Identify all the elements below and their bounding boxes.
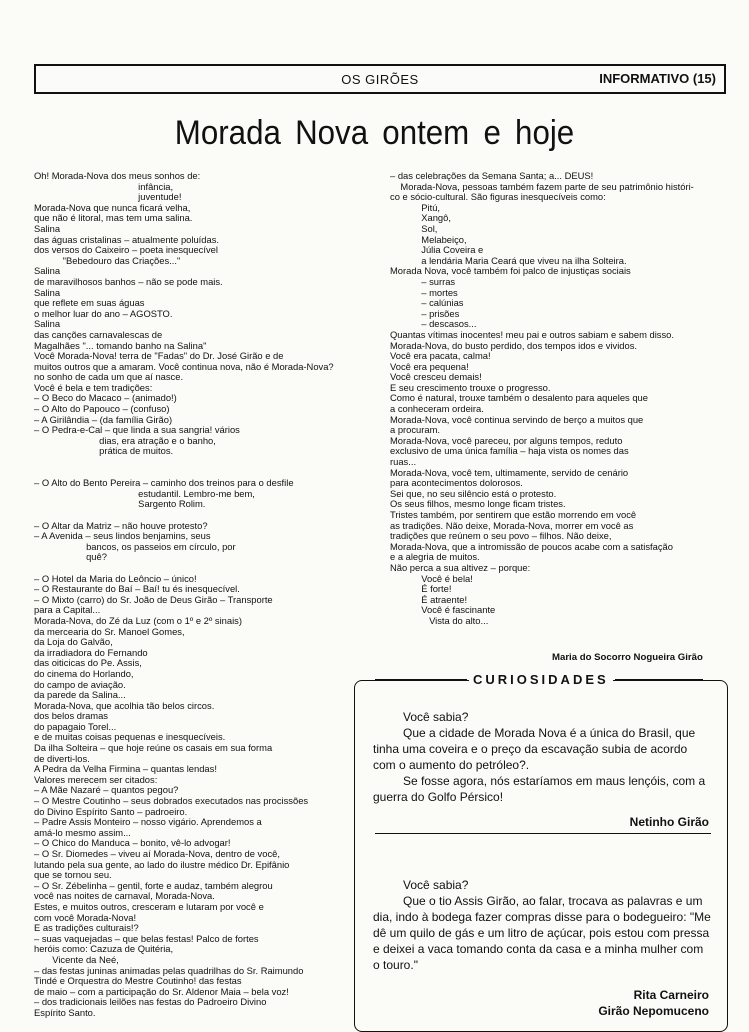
article-line: – O Alto do Papouco – (confuso) xyxy=(34,403,170,415)
article-line: Oh! Morada-Nova dos meus sonhos de: xyxy=(34,170,201,181)
article-line: – calúnias xyxy=(390,297,464,309)
article-line: Você Morada-Nova! terra de "Fadas" do Dr. José Girão e de xyxy=(34,350,284,362)
curiosidades-title: CURIOSIDADES xyxy=(469,672,613,687)
article-line: Salina xyxy=(34,265,61,277)
article-line: – A Mãe Nazaré – quantos pegou? xyxy=(34,784,179,796)
article-line: a lendária Maria Ceará que viveu na ilha Solteira. xyxy=(390,254,627,266)
curiosidade-1 xyxy=(373,709,711,805)
article-line xyxy=(34,510,364,521)
article-line: você nas noites de carnaval, Morada-Nova. xyxy=(34,890,215,902)
article-line: Sargento Rolim. xyxy=(34,498,206,510)
article-line: das águas cristalinas – atualmente poluídas. xyxy=(34,233,220,245)
article-line: de maio – com a participação do Sr. Aldenor Maia – bela voz! xyxy=(34,985,289,997)
curiosidade-1-comment: Se fosse agora, nós estaríamos em maus lençóis, com a guerra do Golfo Pérsico! xyxy=(373,774,706,804)
article-line: – surras xyxy=(390,275,456,287)
article-line: – das festas juninas animadas pelas quadrilhas do Sr. Raimundo xyxy=(34,964,304,976)
article-line: Xangô, xyxy=(390,212,451,224)
article-line: de diverti-los. xyxy=(34,752,90,764)
article-line: – O Mixto (carro) do Sr. João de Deus Girão – Transporte xyxy=(34,593,273,605)
article-line: Pitú, xyxy=(390,201,441,213)
article-line: Morada-Nova, pessoas também fazem parte de seu patrimônio históri- xyxy=(390,180,694,192)
article-line: – mortes xyxy=(390,286,458,298)
article-line: bancos, os passeios em círculo, por xyxy=(34,540,236,552)
article-line: É forte! xyxy=(390,583,452,595)
article-line: Morada-Nova, do Zé da Luz (com o 1º e 2º sinais) xyxy=(34,614,242,626)
article-column-left xyxy=(34,171,364,1019)
curiosidade-1-question: Você sabia? xyxy=(403,710,469,724)
curiosidade-1-author: Netinho Girão xyxy=(629,815,709,829)
article-line: e a alegria de muitos. xyxy=(390,551,480,563)
article-line: – A Avenida – seus lindos benjamins, seus xyxy=(34,530,211,542)
article-line: Os seus filhos, mesmo longe ficam tristes. xyxy=(390,498,566,510)
article-line: do campo de aviação. xyxy=(34,678,126,690)
article-line: co e sócio-cultural. São figuras inesquecíveis como: xyxy=(390,191,606,203)
article-line: Espírito Santo. xyxy=(34,1006,96,1018)
article-line: juventude! xyxy=(34,191,182,203)
article-line: Como é natural, trouxe também o desalento para aqueles que xyxy=(390,392,648,404)
article-line: Morada-Nova, que a intromissão de poucos acabe com a satisfação xyxy=(390,540,673,552)
article-line: que não é litoral, mas tem uma salina. xyxy=(34,212,193,224)
article-line: heróis como: Cazuza de Quitéria, xyxy=(34,943,174,955)
article-line: Tindé e Orquestra do Mestre Coutinho! das festas xyxy=(34,975,242,987)
curiosidade-2-author-2: Girão Nepomuceno xyxy=(598,1004,709,1018)
article-line: estudantil. Lembro-me bem, xyxy=(34,487,255,499)
article-line: Você é bela! xyxy=(390,572,473,584)
article-line: Morada-Nova, você pareceu, por alguns tempos, reduto xyxy=(390,434,623,446)
article-line: Você é fascinante xyxy=(390,604,496,616)
curiosidade-2-text: Que o tio Assis Girão, ao falar, trocava as palavras e um dia, indo à bodega fazer compras disse para o bodegueiro: "Me dê um quilo de gás e um litro de açúcar, pois estou com pressa e deixei a vaca tomando conta da casa e a minha mulher com o touro." xyxy=(373,894,711,972)
article-line: da mercearia do Sr. Manoel Gomes, xyxy=(34,625,185,637)
article-line: Salina xyxy=(34,286,61,298)
article-line: para a Capital... xyxy=(34,604,101,616)
article-line: Júlia Coveira e xyxy=(390,244,484,256)
article-line: muitos outros que a amaram. Você continua nova, não é Morada-Nova? xyxy=(34,360,334,372)
article-line: – A Girilândia – (da família Girão) xyxy=(34,413,173,425)
article-line: Sol, xyxy=(390,222,438,234)
article-line: Morada-Nova, que acolhia tão belos circos. xyxy=(34,699,215,711)
curiosidade-1-text: Que a cidade de Morada Nova é a única do Brasil, que tinha uma coveira e o preço da escavação subia de acordo com o aumento do petróleo?. xyxy=(373,726,696,772)
article-line: – O Restaurante do Baí – Baí! tu és inesquecível. xyxy=(34,583,240,595)
article-line: das oiticicas do Pe. Assis, xyxy=(34,657,142,669)
article-line: – descasos... xyxy=(390,318,477,330)
article-line: e de muitas coisas pequenas e inesquecíveis. xyxy=(34,731,226,743)
article-line: ruas... xyxy=(390,456,417,468)
article-line: exclusivo de uma única família – haja vista os nomes das xyxy=(390,445,629,457)
article-line xyxy=(34,563,364,574)
article-line: das canções carnavalescas de xyxy=(34,328,163,340)
article-line: Não perca a sua altivez – porque: xyxy=(390,561,531,573)
article-line: – Padre Assis Monteiro – nosso vigário. Aprendemos a xyxy=(34,816,262,828)
article-line: dos belos dramas xyxy=(34,710,108,722)
article-line: a procuram. xyxy=(390,424,441,436)
article-line: Você cresceu demais! xyxy=(390,371,482,383)
article-line: Salina xyxy=(34,222,61,234)
article-line: Melabeiço, xyxy=(390,233,467,245)
article-line: – O Chico do Manduca – bonito, vê-lo advogar! xyxy=(34,837,231,849)
curiosidade-2 xyxy=(373,877,711,973)
article-line: Quantas vítimas inocentes! meu pai e outros sabiam e sabem disso. xyxy=(390,328,674,340)
article-line: do cinema do Horlando, xyxy=(34,667,134,679)
article-line: – O Mestre Coutinho – seus dobrados executados nas procissões xyxy=(34,795,309,807)
article-line: para acontecimentos dolorosos. xyxy=(390,477,523,489)
article-line: – O Pedra-e-Cal – que linda a sua sangria! vários xyxy=(34,424,240,436)
article-line: Você era pacata, calma! xyxy=(390,350,491,362)
article-line: a conheceram ordeira. xyxy=(390,403,484,415)
article-line: da irradiadora do Fernando xyxy=(34,646,148,658)
article-line: E as tradições culturais!? xyxy=(34,922,139,934)
article-line: – O Beco do Macaco – (animado!) xyxy=(34,392,177,404)
article-line: do Divino Espírito Santo – padroeiro. xyxy=(34,805,188,817)
article-line: – das celebrações da Semana Santa; a... DEUS! xyxy=(390,170,594,181)
article-line: que se tornou seu. xyxy=(34,869,112,881)
curiosidades-divider xyxy=(375,833,711,834)
article-line: as tradições. Não deixe, Morada-Nova, morrer em você as xyxy=(390,519,634,531)
article-line: Vicente da Neé, xyxy=(34,953,119,965)
article-line: da parede da Salina... xyxy=(34,689,126,701)
article-line: – O Sr. Zébelinha – gentil, forte e audaz, também alegrou xyxy=(34,879,273,891)
article-line: A Pedra da Velha Firmina – quantas lendas! xyxy=(34,763,217,775)
article-line: tradições que reúnem o seu povo – filhos. Não deixe, xyxy=(390,530,612,542)
article-line: Morada-Nova, você tem, ultimamente, servido de cenário xyxy=(390,466,629,478)
article-line: amá-lo mesmo assim... xyxy=(34,826,131,838)
page-header xyxy=(34,64,726,94)
article-line: "Bebedouro das Criações..." xyxy=(34,254,181,266)
article-line: dos versos do Caixeiro – poeta inesquecível xyxy=(34,244,218,256)
article-line: – O Hotel da Maria do Leôncio – único! xyxy=(34,572,197,584)
article-line: Você era pequena! xyxy=(390,360,469,372)
article-line: Magalhães "... tomando banho na Salina" xyxy=(34,339,207,351)
curiosidade-2-author-1: Rita Carneiro xyxy=(633,988,709,1002)
article-line: Morada-Nova, você continua servindo de berço a muitos que xyxy=(390,413,644,425)
article-line: E seu crescimento trouxe o progresso. xyxy=(390,381,551,393)
article-line: Salina xyxy=(34,318,61,330)
article-line xyxy=(34,457,364,468)
article-line: quê? xyxy=(34,551,107,563)
article-line: Morada-Nova, do busto perdido, dos tempos idos e vividos. xyxy=(390,339,638,351)
article-line: de maravilhosos banhos – não se pode mais. xyxy=(34,275,223,287)
article-line: Você é bela e tem tradições: xyxy=(34,381,153,393)
article-line: – O Sr. Diomedes – viveu aí Morada-Nova, dentro de você, xyxy=(34,848,280,859)
article-line: É atraente! xyxy=(390,593,468,605)
article-line: prática de muitos. xyxy=(34,445,174,457)
curiosidade-2-question: Você sabia? xyxy=(403,878,469,892)
header-section: OS GIRÕES xyxy=(341,72,419,87)
article-line: Morada-Nova que nunca ficará velha, xyxy=(34,201,191,213)
article-line: – prisões xyxy=(390,307,460,319)
article-line: Sei que, no seu silêncio está o protesto. xyxy=(390,487,557,499)
curiosidades-box xyxy=(354,672,728,1032)
article-line: Estes, e muitos outros, cresceram e lutaram por você e xyxy=(34,900,264,912)
article-line: o melhor luar do ano – AGOSTO. xyxy=(34,307,173,319)
article-line: da Loja do Galvão, xyxy=(34,636,113,648)
article-line: Vista do alto... xyxy=(390,614,489,626)
article-title: Morada Nova ontem e hoje xyxy=(174,114,575,152)
article-signature: Maria do Socorro Nogueira Girão xyxy=(552,652,703,663)
article-line: – O Altar da Matriz – não houve protesto? xyxy=(34,519,208,531)
article-line: Valores merecem ser citados: xyxy=(34,773,158,785)
article-line: do papagaio Torel... xyxy=(34,720,117,732)
article-line: infância, xyxy=(34,180,174,192)
article-line: – suas vaquejadas – que belas festas! Palco de fortes xyxy=(34,932,259,944)
article-line: – O Alto do Bento Pereira – caminho dos treinos para o desfile xyxy=(34,477,294,489)
article-column-right xyxy=(390,171,730,627)
header-page-number: INFORMATIVO (15) xyxy=(599,71,716,86)
article-line: que reflete em suas águas xyxy=(34,297,145,309)
article-line: Da ilha Solteira – que hoje reúne os casais em sua forma xyxy=(34,742,273,754)
article-line: Tristes também, por sentirem que estão morrendo em você xyxy=(390,509,637,520)
article-line: lutando pela sua gente, ao lado do ilustre médico Dr. Epifânio xyxy=(34,858,290,870)
article-line: no sonho de cada um que aí nasce. xyxy=(34,371,184,383)
article-line: – dos tradicionais leilões nas festas do Padroeiro Divino xyxy=(34,996,267,1008)
curiosidade-2-authors xyxy=(598,987,709,1019)
article-line: com você Morada-Nova! xyxy=(34,911,137,923)
article-line: dias, era atração e o banho, xyxy=(34,434,216,446)
article-line: Morada Nova, você também foi palco de injustiças sociais xyxy=(390,265,631,277)
